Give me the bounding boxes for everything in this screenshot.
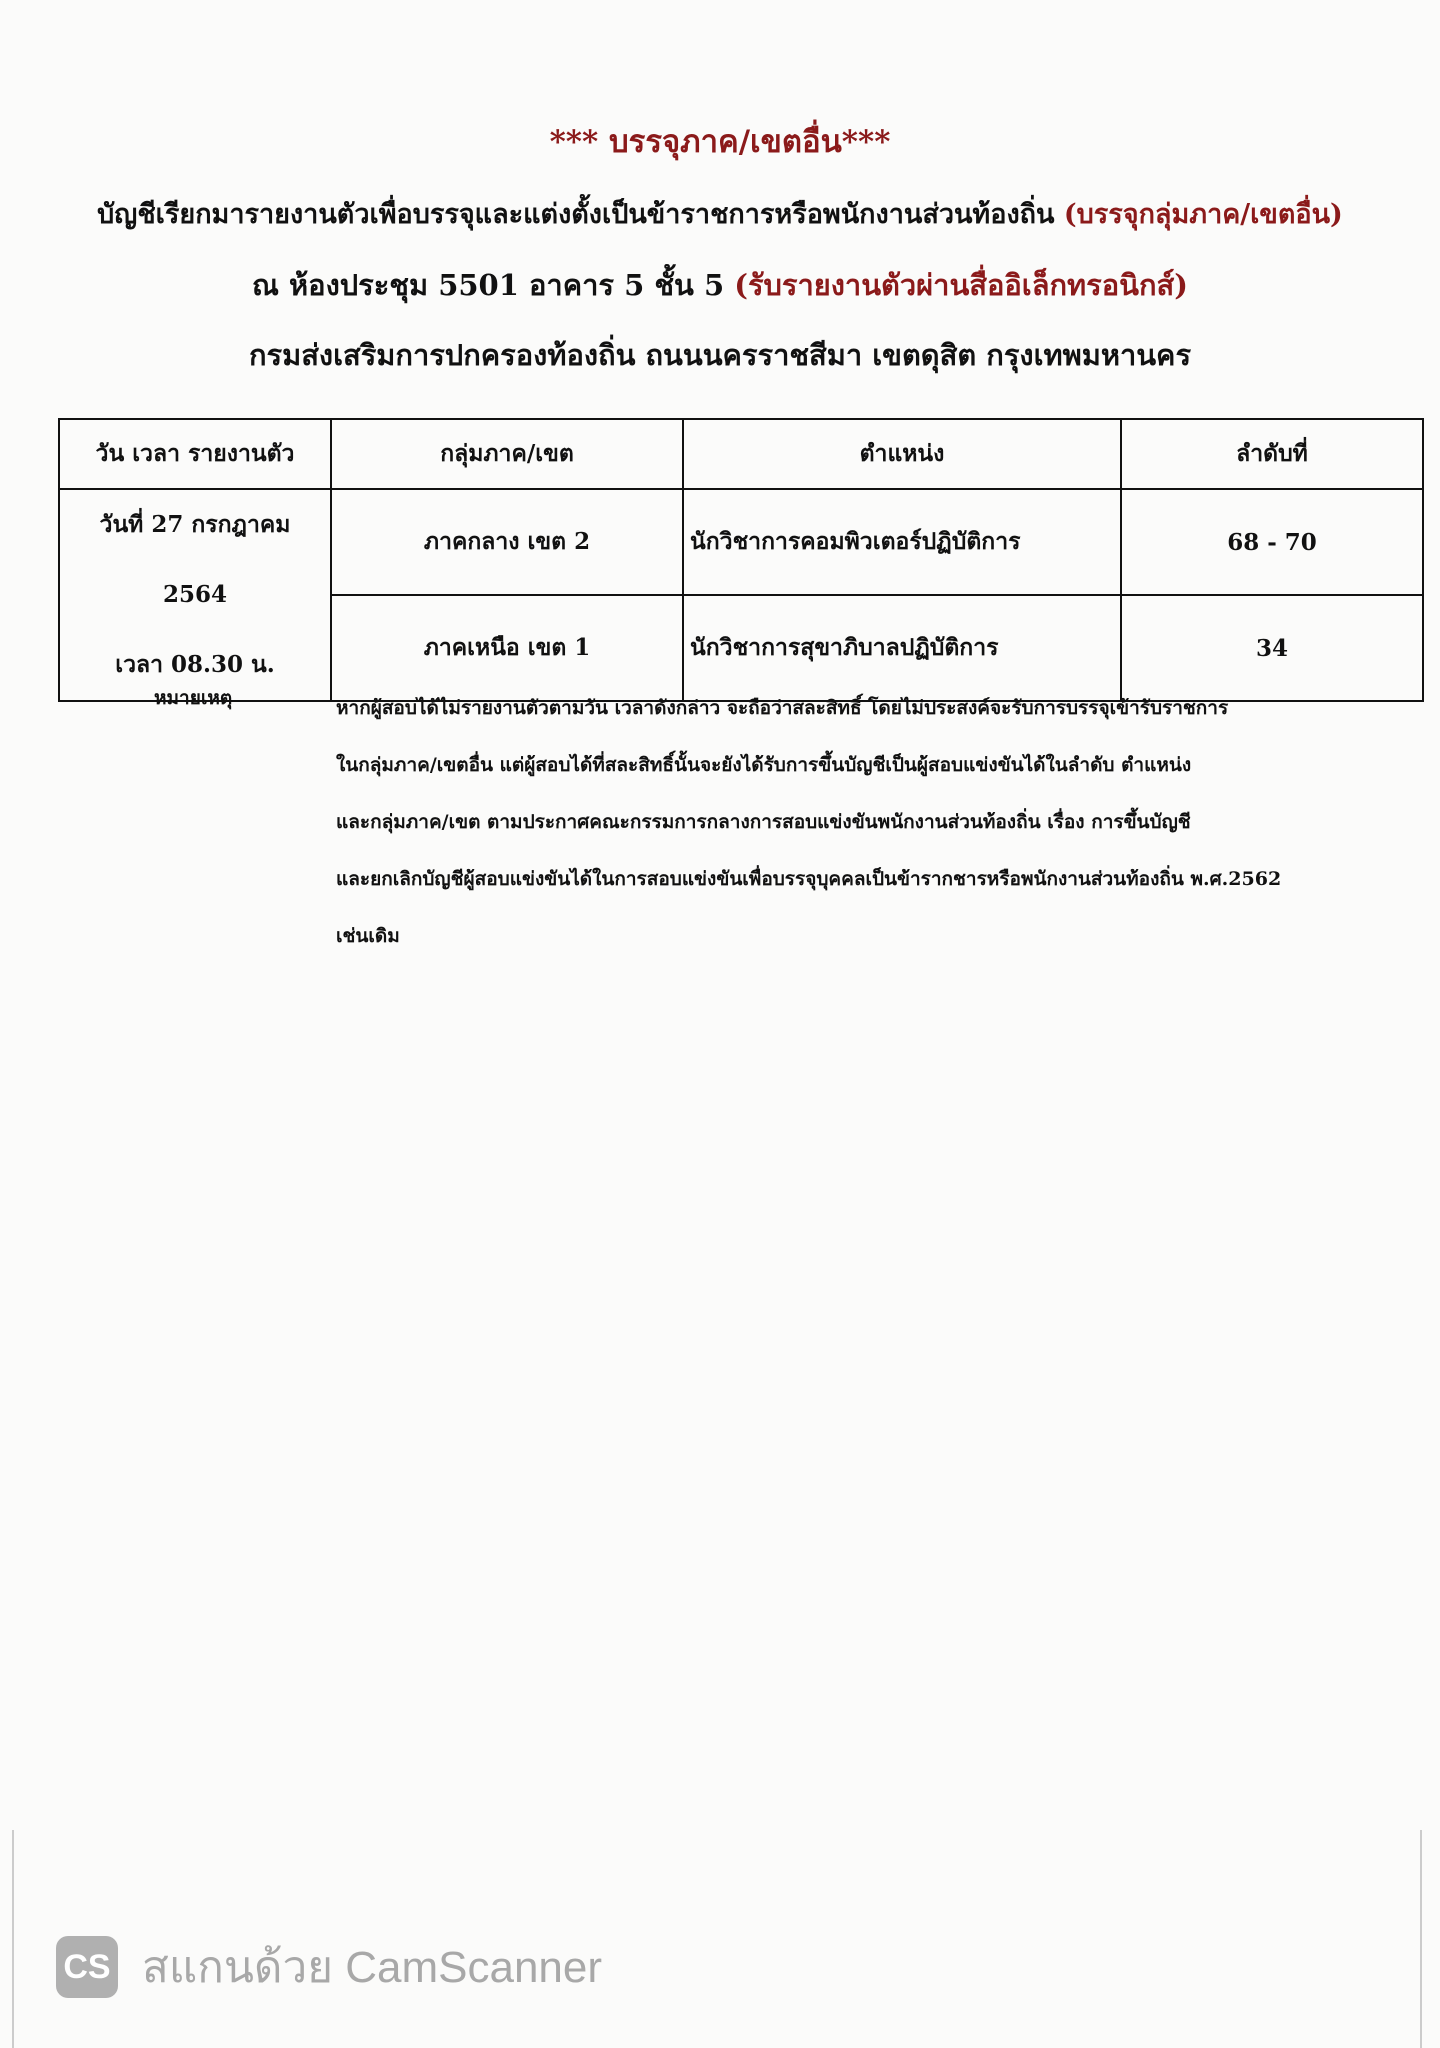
schedule-table	[58, 418, 1424, 702]
document-title: *** บรรจุภาค/เขตอื่น***	[549, 124, 891, 160]
group-cell: ภาคเหนือ เขต 1	[331, 595, 683, 701]
venue-line	[0, 262, 1440, 308]
order-cell: 68 - 70	[1121, 489, 1423, 595]
date-time-cell	[59, 489, 331, 701]
header-group: กลุ่มภาค/เขต	[331, 419, 683, 489]
group-cell: ภาคกลาง เขต 2	[331, 489, 683, 595]
table-header-row	[59, 419, 1423, 489]
header-date-time: วัน เวลา รายงานตัว	[59, 419, 331, 489]
position-cell: นักวิชาการคอมพิวเตอร์ปฏิบัติการ	[683, 489, 1121, 595]
note-label: หมายเหตุ	[154, 687, 233, 709]
report-time: เวลา 08.30 น.	[115, 651, 275, 678]
document-subtitle	[0, 192, 1440, 235]
scan-edge-right	[1420, 1830, 1422, 2048]
camscanner-watermark	[56, 1932, 602, 2002]
venue-main: ณ ห้องประชุม 5501 อาคาร 5 ชั้น 5	[252, 268, 735, 302]
report-date: วันที่ 27 กรกฎาคม 2564	[99, 511, 291, 608]
address-line: กรมส่งเสริมการปกครองท้องถิ่น ถนนนครราชสีมา เขตดุสิต กรุงเทพมหานคร	[248, 338, 1192, 372]
subtitle-red: (บรรจุกลุ่มภาค/เขตอื่น)	[1063, 199, 1343, 230]
note-line: เช่นเดิม	[336, 925, 400, 947]
position-cell: นักวิชาการสุขาภิบาลปฏิบัติการ	[683, 595, 1121, 701]
camscanner-logo-icon: CS	[56, 1936, 118, 1998]
note-line: และยกเลิกบัญชีผู้สอบแข่งขันได้ในการสอบแข่งขันเพื่อบรรจุบุคคลเป็นข้ารากชารหรือพนักงานส่วนท้องถิ่น พ.ศ.2562	[336, 868, 1282, 890]
order-cell: 34	[1121, 595, 1423, 701]
table-row	[59, 489, 1423, 595]
venue-red: (รับรายงานตัวผ่านสื่ออิเล็กทรอนิกส์)	[734, 268, 1188, 302]
note-line: ในกลุ่มภาค/เขตอื่น แต่ผู้สอบได้ที่สละสิทธิ์นั้นจะยังได้รับการขึ้นบัญชีเป็นผู้สอบแข่งขันได้ในลำดับ ตำแหน่ง	[336, 754, 1192, 776]
header-position: ตำแหน่ง	[683, 419, 1121, 489]
scan-edge-left	[12, 1830, 14, 2048]
note-line: และกลุ่มภาค/เขต ตามประกาศคณะกรรมการกลางการสอบแข่งขันพนักงานส่วนท้องถิ่น เรื่อง การขึ้นบัญชี	[336, 811, 1191, 833]
note-line: หากผู้สอบได้ไม่รายงานตัวตามวัน เวลาดังกล่าว จะถือว่าสละสิทธิ์ โดยไม่ประสงค์จะรับการบรรจุเข้ารับราชการ	[336, 697, 1229, 719]
subtitle-main: บัญชีเรียกมารายงานตัวเพื่อบรรจุและแต่งตั้งเป็นข้าราชการหรือพนักงานส่วนท้องถิ่น	[97, 199, 1064, 230]
watermark-text: สแกนด้วย CamScanner	[142, 1943, 603, 1992]
note-body	[336, 680, 1416, 965]
header-order: ลำดับที่	[1121, 419, 1423, 489]
